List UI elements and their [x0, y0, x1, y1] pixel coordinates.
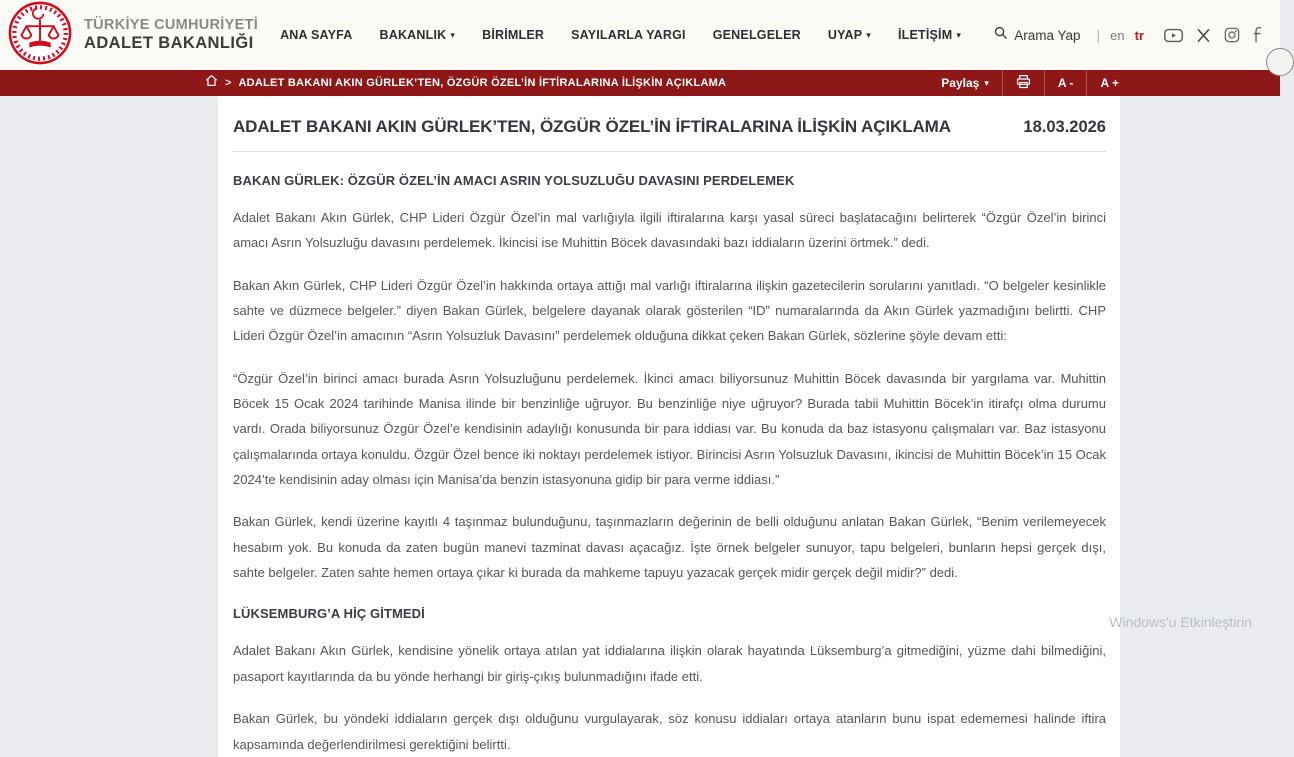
nav-label: UYAP [827, 28, 863, 42]
nav-item-iletisim[interactable] [898, 28, 961, 42]
lang-switch-en[interactable]: en [1110, 27, 1125, 43]
share-label: Paylaş [941, 76, 980, 90]
brand-ministry-line: ADALET BAKANLIĞI [84, 33, 254, 52]
breadcrumb-bar [0, 70, 1280, 96]
print-button[interactable] [1003, 70, 1044, 96]
nav-item-ana-sayfa[interactable] [280, 28, 352, 42]
chevron-down-icon: ▾ [956, 29, 962, 40]
social-links [1164, 27, 1262, 43]
share-button[interactable] [928, 70, 1002, 96]
section-heading: LÜKSEMBURG’A HİÇ GİTMEDİ [233, 606, 425, 622]
nav-item-bakanlik[interactable] [380, 28, 456, 42]
brand-republic-line: TÜRKİYE CUMHURİYETİ [84, 17, 259, 34]
nav-item-uyap[interactable] [828, 28, 871, 42]
font-decrease-button[interactable]: A - [1057, 76, 1074, 90]
header-utilities [993, 25, 1262, 45]
page-tools [928, 70, 1132, 96]
ministry-emblem-icon [8, 1, 72, 70]
ministry-logo[interactable] [8, 1, 258, 70]
main-content-area [0, 96, 1280, 752]
search-icon [993, 25, 1008, 45]
nav-label: GENELGELER [712, 28, 801, 42]
nav-item-genelgeler[interactable] [713, 28, 801, 42]
nav-label: BAKANLIK [379, 28, 447, 42]
article-paragraph: Bakan Gürlek, kendi üzerine kayıtlı 4 taşınmaz bulunduğunu, taşınmazların değerinin de belli olduğunu anlatan Bakan Gürlek, “Benim verilemeyecek hesabım yok. Bu konuda da zaten bugün manevi tazminat davası açacağız. İşte örnek belgeler sunuyor, tapu belgeleri, bunların hepsi gerçek dışı, sahte belgeler. Zaten sahte hemen ortaya çıkar ki burada da mahkeme tapuyu yazacak gerçek midir gerçek değil midir?” dedi. [233, 514, 1106, 581]
printer-icon [1016, 74, 1031, 92]
article-paragraph: Adalet Bakanı Akın Gürlek, kendisine yönelik ortaya atılan yat iddialarına ilişkin olarak hayatında Lüksemburg’a gitmediğini, yüzme dahi bilmediğini, pasaport kayıtlarında da bu yönde herhangi bir giriş-çıkış bulunmadığını ifade etti. [233, 643, 1106, 684]
article-date: 18.03.2026 [1023, 118, 1106, 136]
main-nav [280, 28, 961, 42]
site-header [0, 0, 1280, 70]
article-paragraph: Bakan Akın Gürlek, CHP Lideri Özgür Özel’in hakkında ortaya attığı mal varlığı iftiralarına ilişkin gazetecilerin sorularını yanıtladı. “O belgeler kesinlikle sahte ve düzmece belgeler.” diyen Bakan Gürlek, belgelere dayanak olarak gösterilen “ID” numaralarında da Akın Gürlek yazmadığını belirtti. CHP Lideri Özgür Özel’in amacının “Asrın Yolsuzluk Davasını” perdelemek olduğuna dikkat çeken Bakan Gürlek, sözlerine şöyle devam etti: [233, 277, 1106, 344]
breadcrumb-current-page: ADALET BAKANI AKIN GÜRLEK’TEN, ÖZGÜR ÖZEL’İN İFTİRALARINA İLİŞKİN AÇIKLAMA [238, 77, 727, 89]
chevron-down-icon: ▾ [984, 77, 989, 88]
chevron-down-icon: ▾ [450, 29, 456, 40]
instagram-icon[interactable] [1224, 27, 1240, 43]
article-paragraph: “Özgür Özel’in birinci amacı burada Asrın Yolsuzluğunu perdelemek. İkinci amacı biliyorsunuz Muhittin Böcek davasında bir yargılama var. Muhittin Böcek 15 Ocak 2024 tarihinde Manisa ilinde bir benzinliğe uğruyor. Bu benzinliğe niye uğruyor? Burada tabii Muhittin Böcek’in itirafçı olma durumu vardı. Orada biliyorsunuz Özgür Özel’e kendisinin adaylığı konusunda bir para iddiası var. Bu konuda da baz istasyonu çalışmaları var. Baz istasyonu çalışmalarında ortaya konuldu. Özgür Özel bence iki noktayı perdelemek istiyor. Birincisi Asrın Yolsuzluk Davasını, ikincisi de Muhittin Böcek’in 15 Ocak 2024’te kendisinin aday olması için Manisa’da benzin istasyonuna gidip bir para verme iddiası.” [233, 370, 1106, 488]
nav-label: ANA SAYFA [280, 28, 353, 42]
nav-label: SAYILARLA YARGI [571, 28, 686, 42]
press-release-article [218, 96, 1120, 757]
section-heading: BAKAN GÜRLEK: ÖZGÜR ÖZEL’İN AMACI ASRIN YOLSUZLUĞU DAVASINI PERDELEMEK [233, 173, 795, 188]
lang-switch-tr[interactable]: tr [1134, 27, 1144, 43]
brand-text [84, 17, 258, 53]
search-label: Arama Yap [1014, 27, 1081, 43]
search-button[interactable] [993, 25, 1080, 45]
facebook-icon[interactable] [1253, 27, 1262, 43]
nav-item-birimler[interactable] [482, 28, 544, 42]
article-paragraph: Bakan Gürlek, bu yöndeki iddiaların gerçek dışı olduğunu vurgulayarak, söz konusu iddiaları ortaya atanların bunu ispat edememesi halinde iftira kapsamında değerlendirilmesi gerektiğini belirtti. [233, 711, 1106, 752]
utility-divider: | [1096, 27, 1101, 43]
font-increase-button[interactable]: A + [1100, 76, 1119, 90]
article-header [233, 117, 1106, 137]
article-paragraph: Adalet Bakanı Akın Gürlek, CHP Lideri Özgür Özel’in mal varlığıyla ilgili iftiralarına karşı yasal süreci başlatacağını belirterek “Özgür Özel’in birinci amacı Asrın Yolsuzluğu davasını perdelemek. İkincisi ise Muhittin Böcek davasındaki bazı iddiaların üzerini örtmek.” dedi. [233, 210, 1106, 251]
nav-item-sayilarla-yargi[interactable] [571, 28, 686, 42]
windows-activation-watermark: Windows'u Etkinleştirin [1109, 614, 1252, 630]
breadcrumb-separator: > [225, 77, 232, 89]
page-title: ADALET BAKANI AKIN GÜRLEK’TEN, ÖZGÜR ÖZEL’İN İFTİRALARINA İLİŞKİN AÇIKLAMA [233, 117, 951, 136]
breadcrumb [205, 74, 726, 92]
accessibility-widget-partial[interactable] [1266, 48, 1294, 76]
nav-label: İLETİŞİM [897, 28, 953, 42]
home-icon[interactable] [205, 74, 218, 92]
x-twitter-icon[interactable] [1196, 28, 1211, 43]
youtube-icon[interactable] [1164, 28, 1183, 43]
chevron-down-icon: ▾ [866, 29, 871, 40]
title-divider [233, 151, 1106, 152]
nav-label: BİRİMLER [482, 28, 545, 42]
